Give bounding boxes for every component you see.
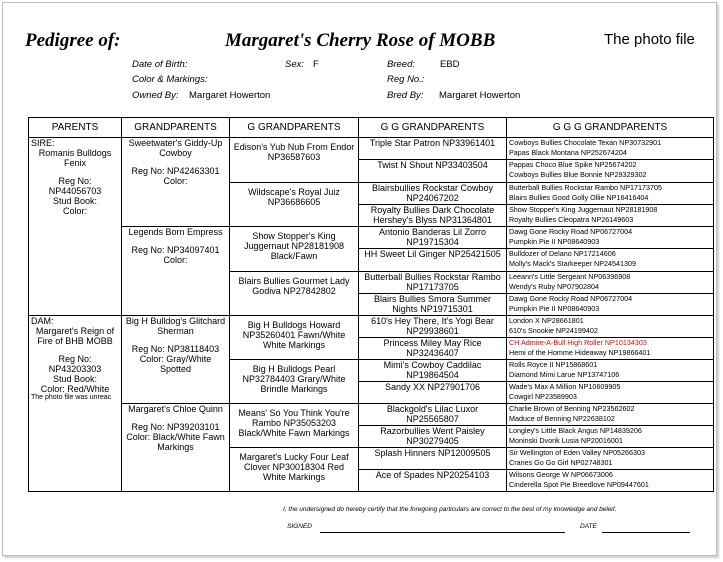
ggg-grandparent-cell	[507, 448, 714, 470]
gg-grandparent-cell	[359, 138, 507, 160]
grandparent-name: Sweetwater's Giddy-Up Cowboy	[128, 138, 223, 158]
sire-color: Color:	[62, 206, 87, 216]
g-grandparent-cell	[230, 448, 359, 492]
photo-file-label: The photo file	[604, 31, 695, 48]
ggg-grandparent-name: Show Stopper's King Juggernaut NP28181908	[509, 205, 658, 214]
gg-grandparent-cell	[359, 404, 507, 426]
table-row	[29, 404, 714, 426]
owned-by-label: Owned By:	[132, 90, 179, 101]
grandparent-color: Color: Black/White Fawn Markings	[126, 432, 225, 452]
dog-name-title: Margaret's Cherry Rose of MOBB	[225, 30, 496, 51]
ggg-grandparent-cell	[507, 338, 714, 360]
g-grandparent-cell	[230, 404, 359, 448]
grandparent-color: Color: Gray/White Spotted	[139, 354, 212, 374]
pedigree-table	[28, 117, 714, 492]
ggg-grandparent-name: Dawg Gone Rocky Road NP06727004	[509, 227, 633, 236]
owned-by-value: Margaret Howerton	[189, 90, 271, 101]
gg-grandparent-cell	[359, 205, 507, 227]
g-grandparent-cell	[230, 272, 359, 316]
g-grandparent-name: Edison's Yub Nub From Endor NP36587603	[233, 142, 355, 162]
g-grandparent-cell	[230, 316, 359, 360]
g-grandparent-cell	[230, 138, 359, 183]
ggg-grandparent-name: Blairs Bullies Good Golly Ollie NP16416404	[509, 193, 649, 202]
dob-label: Date of Birth:	[132, 59, 188, 70]
grandparent-cell	[122, 404, 230, 492]
ggg-grandparent-cell	[507, 160, 714, 183]
gg-grandparent-cell	[359, 183, 507, 205]
sire-name: Romanis Bulldogs Fenix	[38, 148, 112, 168]
gg-grandparent-name: Blairs Bullies Smora Summer Nights NP19715301	[373, 294, 492, 314]
g-grandparent-cell	[230, 360, 359, 404]
date-line[interactable]	[602, 532, 690, 533]
ggg-grandparent-name: Bulldozer of Delano NP17214606	[509, 249, 616, 258]
grandparent-name: Legends Born Empress	[128, 227, 223, 237]
g-grandparent-name: Blairs Bullies Gourmet Lady Godiva NP27842802	[238, 276, 350, 296]
gg-grandparent-cell	[359, 249, 507, 272]
table-row	[29, 138, 714, 160]
ggg-grandparent-name: Papas Black Montana NP252674204	[509, 148, 627, 157]
ggg-grandparent-name: Wade's Max A Million NP10609905	[509, 382, 621, 391]
sire-cell	[29, 138, 122, 316]
gg-grandparent-cell	[359, 160, 507, 183]
ggg-grandparent-name: Maduce of Benning NP22638102	[509, 414, 615, 423]
col-g-grandparents: G GRANDPARENTS	[230, 118, 359, 138]
ggg-grandparent-name: Cinderella Spot Pie Breedlove NP09447601	[509, 480, 649, 489]
sire-stud-book: Stud Book:	[52, 196, 98, 206]
grandparent-reg: Reg No: NP39203101	[131, 422, 220, 432]
ggg-grandparent-cell	[507, 227, 714, 249]
ggg-grandparent-name: Molly's Mack's Starkeeper NP24541309	[509, 259, 636, 268]
sire-label: SIRE:	[31, 138, 55, 148]
gg-grandparent-cell	[359, 448, 507, 470]
gg-grandparent-name: Princess Miley May Rice NP32436407	[383, 338, 482, 358]
ggg-grandparent-name: 610's Snookie NP24199402	[509, 326, 598, 335]
ggg-grandparent-cell	[507, 382, 714, 404]
ggg-grandparent-name: Cowboys Bullies Blue Bonnie NP29329302	[509, 170, 647, 179]
reg-label: Reg No.:	[387, 74, 425, 85]
ggg-grandparent-cell	[507, 183, 714, 205]
ggg-grandparent-name: London X NP28661801	[509, 316, 584, 325]
gg-grandparent-cell	[359, 316, 507, 338]
g-grandparent-cell	[230, 227, 359, 272]
g-grandparent-cell	[230, 183, 359, 227]
grandparent-cell	[122, 227, 230, 316]
ggg-grandparent-name: Butterball Bullies Rockstar Rambo NP17173705	[509, 183, 663, 192]
bred-by-value: Margaret Howerton	[439, 90, 521, 101]
dam-reg: Reg No: NP43203303	[48, 354, 102, 374]
certify-note: I, the undersigned do hereby certify that the foregoing particulars are correct to the best of my knowledge and belief.	[283, 506, 617, 513]
photo-unreadable-note: The photo file was unreac	[31, 394, 112, 401]
ggg-grandparent-cell	[507, 205, 714, 227]
ggg-grandparent-name: Pappas Choco Blue Spike NP25674202	[509, 160, 637, 169]
ggg-grandparent-name: Charlie Brown of Benning NP23562602	[509, 404, 635, 413]
signed-line[interactable]	[320, 532, 565, 533]
col-ggg-grandparents: G G G GRANDPARENTS	[507, 118, 714, 138]
g-grandparent-name: Big H Bulldogs Pearl NP32784403 Grary/White Brindle Markings	[242, 364, 346, 394]
ggg-grandparent-cell	[507, 138, 714, 160]
ggg-grandparent-name: Moninski Dvorik Lusia NP20016001	[509, 436, 623, 445]
grandparent-cell	[122, 138, 230, 227]
pedigree-of-label: Pedigree of:	[25, 30, 121, 51]
grandparent-reg: Reg No: NP38118403	[131, 344, 220, 354]
date-label: DATE	[580, 523, 597, 530]
gg-grandparent-cell	[359, 338, 507, 360]
col-parents: PARENTS	[29, 118, 122, 138]
ggg-grandparent-name: Pumpkin Pie II NP08640903	[509, 237, 600, 246]
g-grandparent-name: Margaret's Lucky Four Leaf Clover NP30018304 Red White Markings	[239, 452, 349, 482]
g-grandparent-name: Show Stopper's King Juggernaut NP28181908 Black/Fawn	[243, 231, 345, 261]
gg-grandparent-name: Royalty Bullies Dark Chocolate Hershey's Blyss NP31364801	[370, 205, 495, 225]
ggg-grandparent-name: Wilsons George W NP06673006	[509, 470, 613, 479]
ggg-grandparent-name: Cranes Go Go Girl NP02748301	[509, 458, 613, 467]
dam-stud-book: Stud Book:	[52, 374, 98, 384]
grandparent-reg: Reg No: NP34097401	[131, 245, 220, 255]
ggg-grandparent-name: Pumpkin Pie II NP08640903	[509, 304, 600, 313]
gg-grandparent-cell	[359, 294, 507, 316]
ggg-grandparent-name: Leeann's Little Sergeant NP06396908	[509, 272, 631, 281]
gg-grandparent-cell	[359, 426, 507, 448]
grandparent-name: Big H Bulldog's Glitchard Sherman	[125, 316, 226, 336]
table-row	[29, 316, 714, 338]
table-row	[29, 227, 714, 249]
g-grandparent-name: Wildscape's Royal Juiz NP36686605	[248, 187, 340, 207]
ggg-grandparent-cell	[507, 272, 714, 294]
gg-grandparent-cell	[359, 382, 507, 404]
gg-grandparent-name: HH Sweet Lil Ginger NP25421505	[364, 249, 501, 259]
gg-grandparent-name: Antonio Banderas Lil Zorro NP19715304	[378, 227, 487, 247]
col-gg-grandparents: G G GRANDPARENTS	[359, 118, 507, 138]
ggg-grandparent-cell	[507, 404, 714, 426]
ggg-grandparent-name: Wendy's Ruby NP07902804	[509, 282, 599, 291]
ggg-grandparent-cell	[507, 360, 714, 382]
col-grandparents: GRANDPARENTS	[122, 118, 230, 138]
sex-value: F	[313, 59, 319, 70]
g-grandparent-name: Big H Bulldogs Howard NP35260401 Fawn/White White Markings	[242, 320, 346, 350]
ggg-grandparent-cell	[507, 316, 714, 338]
gg-grandparent-name: Razorbullies Went Paisley NP30279405	[380, 426, 485, 446]
grandparent-cell	[122, 316, 230, 404]
ggg-grandparent-name: Cowboys Bullies Chocolate Texan NP30732901	[509, 138, 662, 147]
gg-grandparent-cell	[359, 227, 507, 249]
sire-reg: Reg No: NP44056703	[48, 176, 102, 196]
gg-grandparent-name: Blairsbullies Rockstar Cowboy NP24067202	[371, 183, 494, 203]
grandparent-name: Margaret's Chloe Quinn	[128, 404, 223, 414]
gg-grandparent-name: Splash Hinners NP12009505	[374, 448, 491, 458]
breed-value: EBD	[440, 59, 460, 70]
ggg-grandparent-name: Rolls Royce II NP15868601	[509, 360, 598, 369]
ggg-grandparent-cell	[507, 470, 714, 492]
grandparent-color: Color:	[163, 176, 188, 186]
breed-label: Breed:	[387, 59, 415, 70]
gg-grandparent-name: Sandy XX NP27901706	[384, 382, 481, 392]
ggg-grandparent-name: Cowgirl NP23589903	[509, 392, 577, 401]
gg-grandparent-cell	[359, 360, 507, 382]
ggg-grandparent-name: Diamond Mimi Larue NP13747106	[509, 370, 620, 379]
gg-grandparent-name: Blackgold's Lilac Luxor NP25565807	[386, 404, 479, 424]
gg-grandparent-name: Triple Star Patron NP33961401	[369, 138, 496, 148]
dam-color: Color: Red/White	[40, 384, 110, 394]
gg-grandparent-cell	[359, 470, 507, 492]
dam-cell	[29, 316, 122, 492]
gg-grandparent-name: Ace of Spades NP20254103	[375, 470, 490, 480]
g-grandparent-name: Means' So You Think You're Rambo NP35053203 Black/White Fawn Markings	[238, 408, 350, 438]
gg-grandparent-name: Twist N Shout NP33403504	[377, 160, 488, 170]
gg-grandparent-name: 610's Hey There, It's Yogi Bear NP29938601	[371, 316, 494, 336]
ggg-grandparent-cell	[507, 249, 714, 272]
grandparent-color: Color:	[163, 255, 188, 265]
gg-grandparent-name: Mimi's Cowboy Caddilac NP19864504	[383, 360, 482, 380]
ggg-grandparent-name: Sir Wellington of Eden Valley NP05266303	[509, 448, 645, 457]
bred-by-label: Bred By:	[387, 90, 424, 101]
gg-grandparent-cell	[359, 272, 507, 294]
dam-name: Margaret's Reign of Fire of BHB MOBB	[35, 326, 115, 346]
header-row	[29, 118, 714, 138]
sex-label: Sex:	[285, 59, 305, 70]
dam-label: DAM:	[31, 316, 54, 326]
gg-grandparent-name: Butterball Bullies Rockstar Rambo NP17173705	[364, 272, 501, 292]
ggg-grandparent-name: Hemi of the Homme Hideaway NP19866401	[509, 348, 651, 357]
ggg-grandparent-cell	[507, 294, 714, 316]
ggg-grandparent-cell	[507, 426, 714, 448]
ggg-grandparent-name: CH Admire-A-Bull High Roller NP10134303	[509, 338, 647, 347]
ggg-grandparent-name: Royalty Bullies Cleopatra NP26149603	[509, 215, 634, 224]
grandparent-reg: Reg No: NP42463301	[131, 166, 220, 176]
ggg-grandparent-name: Longley's Little Black Angus NP14839206	[509, 426, 642, 435]
signed-label: SIGNED	[287, 523, 312, 530]
color-markings-label: Color & Markings:	[132, 74, 208, 85]
ggg-grandparent-name: Dawg Gone Rocky Road NP06727004	[509, 294, 633, 303]
